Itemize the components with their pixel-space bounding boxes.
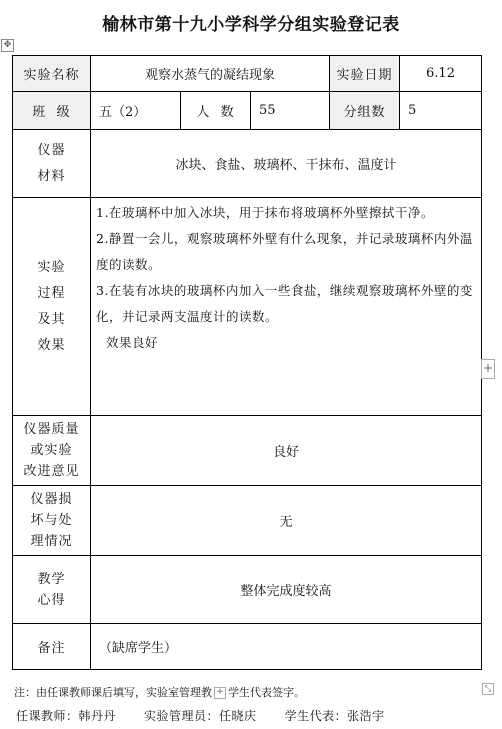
- date-value[interactable]: 6.12: [400, 56, 482, 92]
- resize-icon[interactable]: ⤡: [482, 683, 494, 695]
- equipment-value[interactable]: 冰块、食盐、玻璃杯、干抹布、温度计: [91, 130, 482, 198]
- remark-value[interactable]: （缺席学生）: [91, 624, 482, 670]
- teacher-name: 韩丹丹: [78, 709, 117, 723]
- add-row-plus-icon[interactable]: +: [481, 359, 495, 379]
- damage-value[interactable]: 无: [91, 486, 482, 556]
- step-1: 1.在玻璃杯中加入冰块，用于抹布将玻璃杯外壁擦拭干净。: [96, 205, 434, 220]
- remark-label: 备注: [13, 624, 91, 670]
- effect-text: 效果良好: [106, 335, 159, 350]
- student-name: 张浩宇: [347, 709, 385, 723]
- step-2: 2.静置一会儿，观察玻璃杯外壁有什么现象，并记录玻璃杯内外温度的读数。: [96, 231, 473, 272]
- move-icon[interactable]: ✥: [1, 39, 14, 52]
- process-label: 实验 过程 及其 效果: [13, 198, 91, 416]
- people-value[interactable]: 55: [251, 92, 330, 130]
- insight-value[interactable]: 整体完成度较高: [91, 556, 482, 624]
- groups-value[interactable]: 5: [400, 92, 482, 130]
- teacher-label: 任课教师：: [16, 709, 79, 723]
- people-label: 人 数: [181, 92, 251, 130]
- damage-label: 仪器损 坏与处 理情况: [13, 486, 91, 556]
- date-label: 实验日期: [330, 56, 400, 92]
- class-value[interactable]: 五（2）: [91, 92, 181, 130]
- footer-signatures: [16, 707, 385, 724]
- note: 注：由任课教师课后填写，实验室管理教 + 学生代表签字。: [14, 686, 305, 699]
- insight-label: 教学 心得: [13, 556, 91, 624]
- quality-value[interactable]: 良好: [91, 416, 482, 486]
- plus-icon[interactable]: +: [214, 687, 226, 699]
- equipment-label: 仪器 材料: [13, 130, 91, 198]
- registration-table: [12, 55, 482, 670]
- manager-label: 实验管理员：: [144, 709, 220, 723]
- manager-name: 任晓庆: [219, 709, 257, 723]
- page-title: 榆林市第十九小学科学分组实验登记表: [102, 15, 400, 35]
- process-content[interactable]: [91, 198, 482, 416]
- quality-label: 仪器质量 或实验 改进意见: [13, 416, 91, 486]
- groups-label: 分组数: [330, 92, 400, 130]
- exp-name-label: 实验名称: [13, 56, 91, 92]
- student-label: 学生代表：: [284, 709, 348, 723]
- step-3: 3.在装有冰块的玻璃杯内加入一些食盐，继续观察玻璃杯外壁的变化，并记录两支温度计的读数。: [96, 283, 473, 324]
- class-label: 班 级: [13, 92, 91, 130]
- exp-name-value[interactable]: 观察水蒸气的凝结现象: [91, 56, 330, 92]
